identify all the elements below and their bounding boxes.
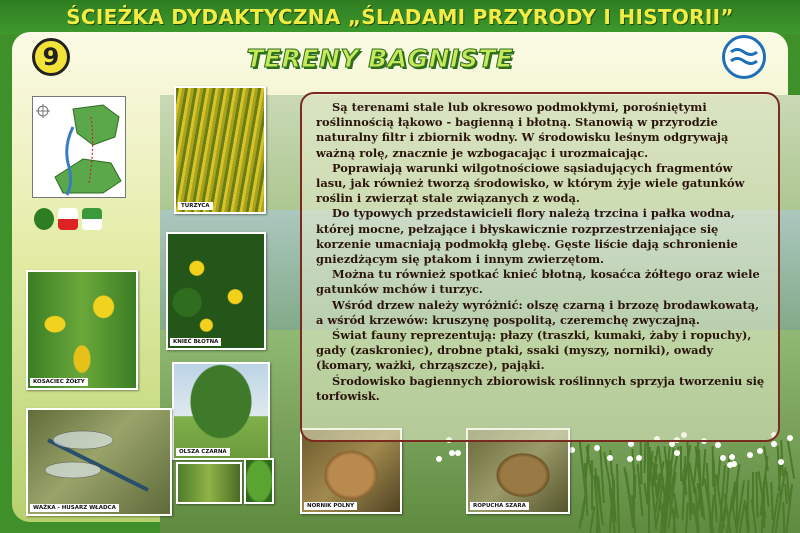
paragraph: Są terenami stale lub okresowo podmokłymi, porośniętymi roślinnością łąkowo - bagienną i błotną. Stanowią w przyrodzie naturalny filtr i zbiornik wodny. W środowisku leśnym odgrywają ważną rolę, znacznie je wzbogacając i urozmaicając.: [316, 100, 729, 160]
trail-map: [32, 96, 126, 198]
photo-caption: KOSACIEC ŻÓŁTY: [30, 378, 88, 386]
forestry-logo: [34, 208, 54, 230]
cotton-grass-tuft: [436, 456, 442, 462]
photo-leaf: [244, 458, 274, 504]
grass-blade: [751, 472, 753, 511]
paragraph: Poprawiają warunki wilgotnościowe sąsiadujących fragmentów lasu, jak również tworzą środowisko, w którym żyje wiele gatunków roślin i zwierząt stale związanych z wodą.: [316, 160, 745, 206]
station-number-badge: 9: [32, 38, 70, 76]
paragraph: Świat fauny reprezentują: płazy (traszki, kumaki, żaby i ropuchy), gady (zaskroniec), drobne ptaki, ssaki (myszy, norniki), owady (komary, ważki, chrząszcze), pająki.: [316, 328, 752, 373]
dragonfly-icon: [28, 410, 170, 514]
photo-turzyca: [174, 86, 266, 214]
municipality-crest-logo: [58, 208, 78, 230]
cotton-grass-tuft: [455, 450, 461, 456]
paragraph: Można tu również spotkać knieć błotną, kosaćca żółtego oraz wiele gatunków mchów i turzyc.: [316, 267, 760, 297]
sponsor-logos: [34, 208, 102, 230]
paragraph: Do typowych przedstawicieli flory należą trzcina i pałka wodna, której mocne, pełzające i błyskawicznie rozprzestrzeniające się korzenie umacniają podmokłą glebę. Gęste liście dają schronienie gniezdżącym się ptakom i innym zwierzętom.: [316, 206, 738, 267]
photo-olsza-czarna: [172, 362, 270, 460]
grass-blade: [591, 460, 593, 510]
grass-blade: [595, 508, 598, 533]
photo-kosaciec-zolty: [26, 270, 138, 390]
cotton-grass-tuft: [757, 448, 763, 454]
cotton-grass-tuft: [636, 455, 642, 461]
cotton-grass-tuft: [720, 455, 726, 461]
description-textbox: [300, 92, 780, 442]
trail-title: ŚCIEŻKA DYDAKTYCZNA „ŚLADAMI PRZYRODY I HISTORII”: [66, 5, 734, 29]
cotton-grass-tuft: [594, 445, 600, 451]
cotton-grass-tuft: [747, 452, 753, 458]
grass-blade: [647, 442, 649, 505]
photo-caption: ROPUCHA SZARA: [470, 502, 529, 510]
photo-kniec-blotna: [166, 232, 266, 350]
cotton-grass-tuft: [731, 461, 737, 467]
photo-caption: TURZYCA: [178, 202, 213, 210]
paragraph: Środowisko bagiennych zbiorowisk roślinnych sprzyja tworzeniu się torfowisk.: [316, 373, 765, 403]
paragraph: Wśród drzew należy wyróżnić: olszę czarną i brzozę brodawkowatą, a wśród krzewów: kruszynę pospolitą, czeremchę zwyczajną.: [316, 297, 760, 327]
photo-caption: OLSZA CZARNA: [176, 448, 230, 456]
cotton-grass-tuft: [778, 459, 784, 465]
photo-caption: NORNIK POLNY: [304, 502, 357, 510]
photo-small-plant: [176, 462, 242, 504]
photo-caption: WAŻKA - HUSARZ WŁADCA: [30, 504, 119, 512]
region-crest-logo: [82, 208, 102, 230]
cotton-grass-tuft: [674, 450, 680, 456]
photo-caption: KNIEĆ BŁOTNA: [170, 338, 221, 346]
water-icon: [722, 35, 766, 79]
photo-wazka: [26, 408, 172, 516]
grass-blade: [639, 440, 642, 484]
cotton-grass-tuft: [607, 455, 613, 461]
page-title: TERENY BAGNISTE: [246, 44, 514, 73]
grass-blade: [634, 475, 636, 498]
